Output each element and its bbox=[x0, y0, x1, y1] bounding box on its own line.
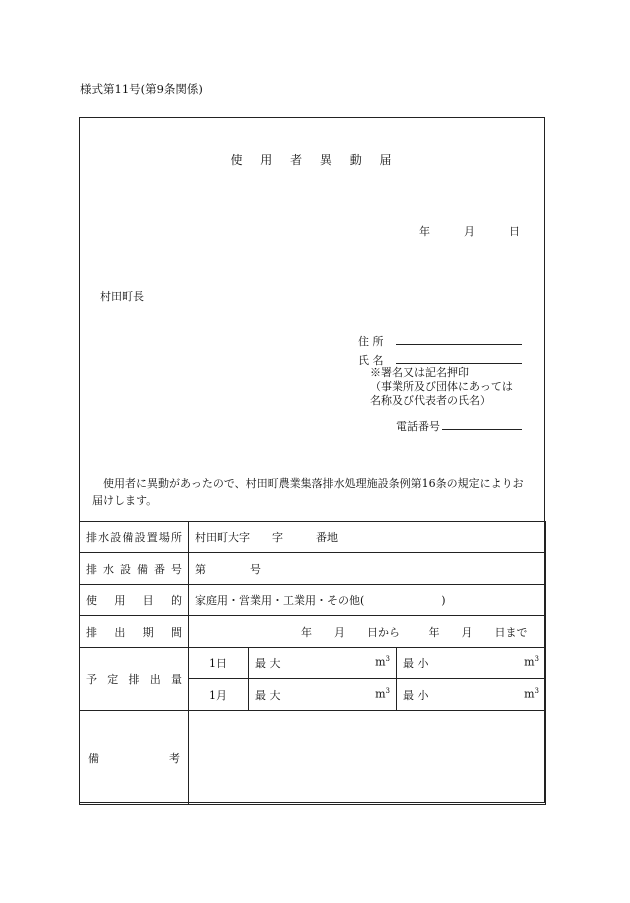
name-label: 氏 名 bbox=[358, 354, 384, 367]
remarks-row bbox=[80, 711, 546, 805]
statement-text: 使用者に異動があったので、村田町農業集落排水処理施設条例第16条の規定によりお届けします。 bbox=[92, 477, 524, 507]
location-value[interactable]: 村田町大字 字 番地 bbox=[189, 522, 546, 553]
number-row bbox=[80, 553, 546, 585]
address-label: 住 所 bbox=[358, 335, 384, 348]
purpose-row bbox=[80, 585, 546, 616]
location-row bbox=[80, 522, 546, 553]
form-title: 使 用 者 異 動 届 bbox=[230, 153, 394, 167]
period-to: 年 月 日まで bbox=[428, 625, 528, 639]
volume-day-row bbox=[80, 648, 546, 679]
volume-month-label: 1月 bbox=[189, 679, 249, 711]
period-label: 排出期間 bbox=[80, 616, 189, 648]
volume-day-label: 1日 bbox=[189, 648, 249, 679]
form-frame bbox=[79, 117, 545, 803]
details-table bbox=[79, 521, 546, 805]
form-number: 様式第11号(第9条関係) bbox=[80, 82, 203, 96]
address-line[interactable] bbox=[396, 330, 522, 345]
volume-day-max[interactable] bbox=[249, 648, 397, 679]
location-label: 排水設備設置場所 bbox=[80, 522, 189, 553]
number-value[interactable]: 第 号 bbox=[189, 553, 546, 585]
max-label: 最 大 bbox=[255, 688, 281, 702]
date-year: 年 bbox=[419, 225, 430, 238]
volume-month-min[interactable] bbox=[397, 679, 546, 711]
unit-label: $m^3$ bbox=[375, 655, 390, 669]
max-label: 最 大 bbox=[255, 657, 281, 670]
purpose-value[interactable]: 家庭用・営業用・工業用・その他( ) bbox=[189, 585, 546, 616]
unit-label: $m^3$ bbox=[375, 686, 390, 701]
period-row bbox=[80, 616, 546, 648]
min-label: 最 小 bbox=[403, 657, 429, 670]
date-line bbox=[419, 223, 520, 239]
phone-line[interactable] bbox=[442, 415, 522, 430]
date-month: 月 bbox=[464, 225, 475, 238]
period-value[interactable] bbox=[189, 616, 546, 648]
remarks-label: 備考 bbox=[80, 711, 189, 805]
date-day: 日 bbox=[509, 225, 520, 238]
volume-label: 予定排出量 bbox=[80, 648, 189, 711]
purpose-label: 使用目的 bbox=[80, 585, 189, 616]
signature-note-2: （事業所及び団体にあっては bbox=[370, 380, 513, 393]
number-label: 排水設備番号 bbox=[80, 553, 189, 585]
signature-note-1: ※署名又は記名押印 bbox=[370, 366, 469, 379]
remarks-value[interactable] bbox=[189, 711, 546, 805]
period-from: 年 月 日から bbox=[301, 625, 400, 639]
addressee: 村田町長 bbox=[100, 290, 144, 303]
unit-label: $m^3$ bbox=[524, 655, 539, 669]
volume-day-min[interactable] bbox=[397, 648, 546, 679]
name-line[interactable] bbox=[396, 349, 522, 364]
volume-month-max[interactable] bbox=[249, 679, 397, 711]
unit-label: $m^3$ bbox=[524, 686, 539, 701]
phone-label: 電話番号 bbox=[396, 420, 440, 433]
min-label: 最 小 bbox=[403, 688, 429, 702]
signature-note-3: 名称及び代表者の氏名） bbox=[370, 394, 491, 407]
